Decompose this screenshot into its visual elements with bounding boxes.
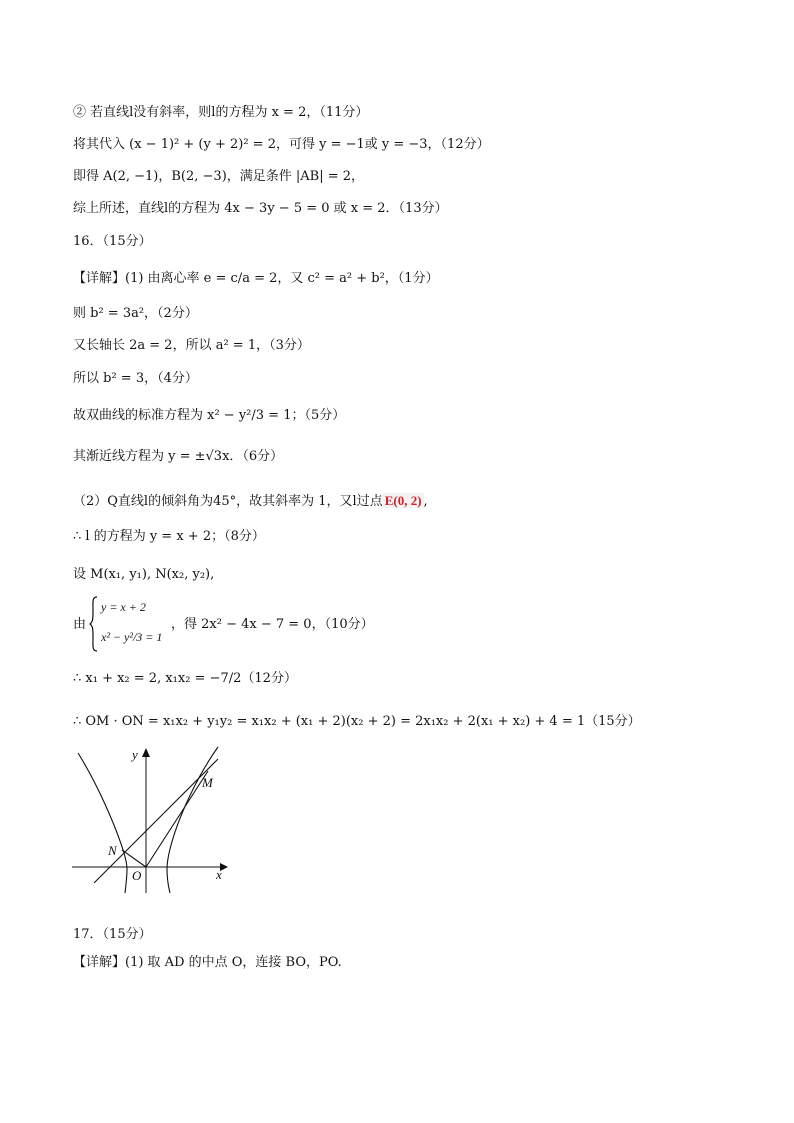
highlighted-point-E: E(0, 2)	[384, 493, 422, 508]
text-line-10: 故双曲线的标准方程为 x² − y²/3 = 1；（5分）	[73, 408, 346, 423]
text-line-7: 则 b² = 3a²，（2分）	[73, 306, 198, 321]
y-axis-arrow	[142, 748, 150, 757]
text-line-4: 综上所述，直线l的方程为 4x − 3y − 5 = 0 或 x = 2．（13分）	[73, 201, 448, 216]
text-line-12-end: ,	[423, 494, 428, 509]
system-equation-2: x² − y²/3 = 1	[101, 630, 163, 644]
text-line-6: 【详解】(1) 由离心率 e = c/a = 2，又 c² = a² + b²，（1分）	[73, 271, 439, 286]
system-equation-1: y = x + 2	[101, 600, 146, 614]
y-axis-label: y	[132, 747, 138, 762]
system-prefix: 由	[73, 617, 87, 632]
segment-OM	[146, 771, 208, 867]
left-brace	[89, 596, 99, 652]
text-line-2: 将其代入 (x − 1)² + (y + 2)² = 2，可得 y = −1或 y = −3，（12分）	[73, 137, 490, 152]
section-16-heading: 16．（15分）	[73, 234, 152, 249]
text-line-14: 设 M(x₁, y₁), N(x₂, y₂),	[73, 567, 215, 582]
origin-label: O	[132, 868, 142, 883]
text-line-11: 其渐近线方程为 y = ±√3x．（6分）	[73, 449, 284, 464]
hyperbola-left-branch	[78, 753, 127, 893]
text-line-19: 【详解】(1) 取 AD 的中点 O，连接 BO，PO.	[73, 955, 342, 970]
point-N-label: N	[108, 843, 117, 858]
text-line-8: 又长轴长 2a = 2，所以 a² = 1，（3分）	[73, 338, 310, 353]
text-line-16: ∴ x₁ + x₂ = 2, x₁x₂ = −7/2（12分）	[73, 671, 297, 686]
text-line-13: ∴ l 的方程为 y = x + 2；（8分）	[73, 529, 265, 544]
text-line-1: ② 若直线l没有斜率，则l的方程为 x = 2，（11分）	[73, 105, 369, 120]
section-17-heading: 17．（15分）	[73, 927, 152, 942]
text-line-12-main: （2）Q直线l的倾斜角为45°，故其斜率为 1，又l过点	[73, 494, 383, 509]
x-axis-label: x	[216, 867, 222, 882]
text-line-12	[73, 492, 428, 511]
hyperbola-right-branch	[167, 747, 218, 893]
point-M-label: M	[202, 775, 213, 790]
text-line-3: 即得 A(2, −1)，B(2, −3)，满足条件 |AB| = 2，	[73, 169, 365, 184]
text-line-9: 所以 b² = 3，（4分）	[73, 371, 198, 386]
hyperbola-figure	[70, 745, 240, 895]
system-result: ，得 2x² − 4x − 7 = 0，（10分）	[171, 617, 374, 632]
text-line-17: ∴ OM · ON = x₁x₂ + y₁y₂ = x₁x₂ + (x₁ + 2)(x₂ + 2) = 2x₁x₂ + 2(x₁ + x₂) + 4 = 1（15分）	[73, 714, 641, 729]
